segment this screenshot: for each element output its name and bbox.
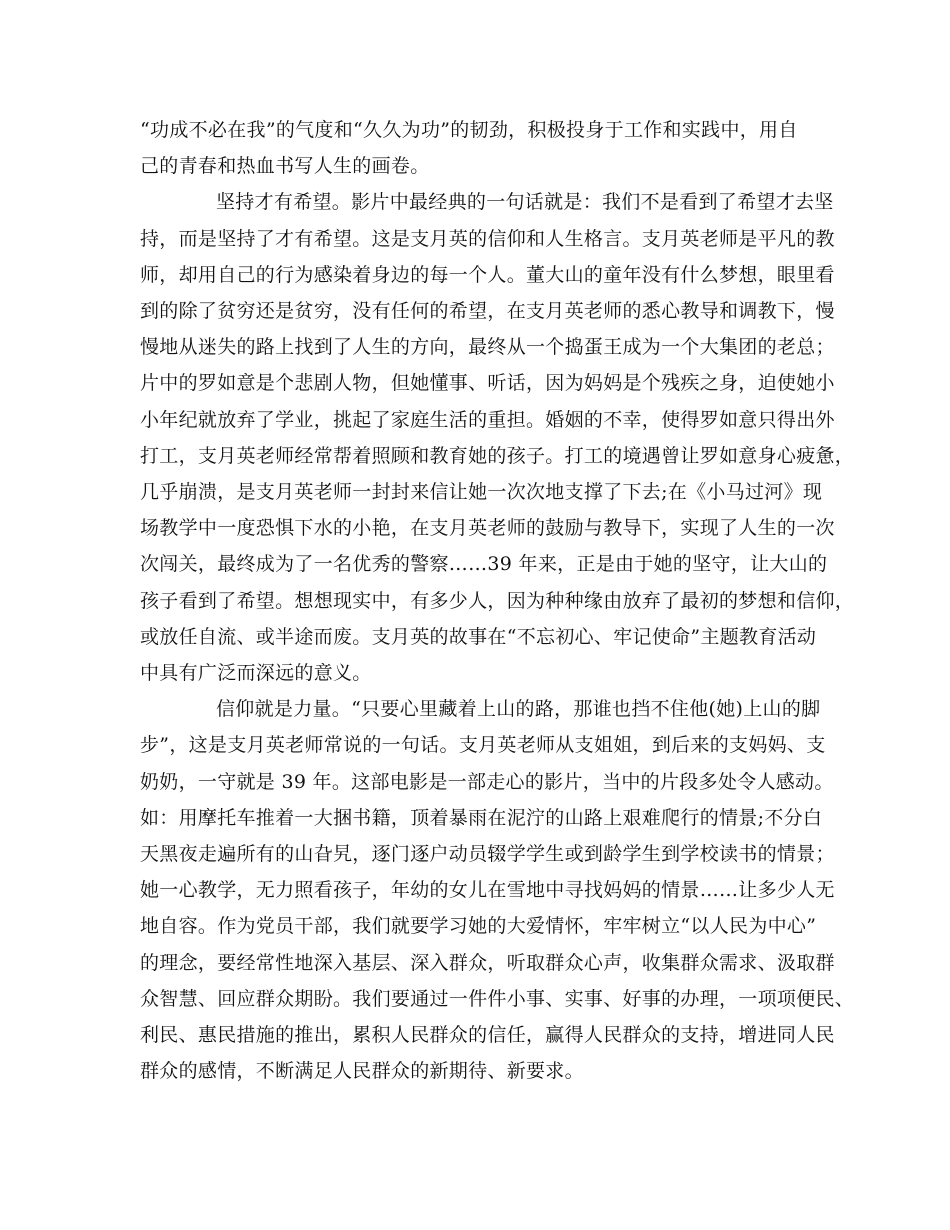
text-line: 天黑夜走遍所有的山旮旯，逐门逐户动员辍学学生或到龄学生到学校读书的情景； xyxy=(140,843,835,866)
text-line: 次闯关，最终成为了一名优秀的警察……39 年来，正是由于她的坚守，让大山的 xyxy=(140,553,828,576)
text-line: 慢地从迷失的路上找到了人生的方向，最终从一个捣蛋王成为一个大集团的老总； xyxy=(140,336,835,359)
text-line: 如：用摩托车推着一大捆书籍，顶着暴雨在泥泞的山路上艰难爬行的情景;不分白 xyxy=(140,806,823,829)
text-line: 坚持才有希望。影片中最经典的一句话就是：我们不是看到了希望才去坚 xyxy=(216,191,834,214)
text-line: 持，而是坚持了才有希望。这是支月英的信仰和人生格言。支月英老师是平凡的教 xyxy=(140,227,835,250)
text-line: 的理念，要经常性地深入基层、深入群众，听取群众心声，收集群众需求、汲取群 xyxy=(140,951,835,974)
text-line: 众智慧、回应群众期盼。我们要通过一件件小事、实事、好事的办理，一项项便民、 xyxy=(140,987,855,1010)
text-line: 己的青春和热血书写人生的画卷。 xyxy=(140,155,430,178)
text-line: 信仰就是力量。“只要心里藏着上山的路，那谁也挡不住他(她)上山的脚 xyxy=(216,698,821,721)
text-line: 奶奶，一守就是 39 年。这部电影是一部走心的影片，当中的片段多处令人感动。 xyxy=(140,770,834,793)
text-line: 场教学中一度恐惧下水的小艳，在支月英老师的鼓励与教导下，实现了人生的一次 xyxy=(140,517,835,540)
text-line: 片中的罗如意是个悲剧人物，但她懂事、听话，因为妈妈是个残疾之身，迫使她小 xyxy=(140,372,835,395)
text-line: 中具有广泛而深远的意义。 xyxy=(140,662,372,685)
text-line: 群众的感情，不断满足人民群众的新期待、新要求。 xyxy=(140,1060,584,1083)
text-line: 或放任自流、或半途而废。支月英的故事在“不忘初心、牢记使命”主题教育活动 xyxy=(140,625,817,648)
text-line: 到的除了贫穷还是贫穷，没有任何的希望，在支月英老师的悉心教导和调教下，慢 xyxy=(140,300,835,323)
paragraph-3 xyxy=(140,691,855,1089)
text-line: 她一心教学，无力照看孩子，年幼的女儿在雪地中寻找妈妈的情景……让多少人无 xyxy=(140,879,835,902)
text-line: 师，却用自己的行为感染着身边的每一个人。董大山的童年没有什么梦想，眼里看 xyxy=(140,263,835,286)
text-line: 步”，这是支月英老师常说的一句话。支月英老师从支姐姐，到后来的支妈妈、支 xyxy=(140,734,826,757)
text-line: 地自容。作为党员干部，我们就要学习她的大爱情怀，牢牢树立“以人民为中心” xyxy=(140,915,817,938)
paragraph-1 xyxy=(140,112,830,184)
text-line: “功成不必在我”的气度和“久久为功”的韧劲，积极投身于工作和实践中，用自 xyxy=(140,119,798,141)
text-line: 小年纪就放弃了学业，挑起了家庭生活的重担。婚姻的不幸，使得罗如意只得出外 xyxy=(140,408,835,431)
document-body xyxy=(140,112,855,1089)
text-line: 利民、惠民措施的推出，累积人民群众的信任，赢得人民群众的支持，增进同人民 xyxy=(140,1024,835,1047)
text-line: 几乎崩溃，是支月英老师一封封来信让她一次次地支撑了下去;在《小马过河》现 xyxy=(140,481,823,504)
text-line: 孩子看到了希望。想想现实中，有多少人，因为种种缘由放弃了最初的梦想和信仰， xyxy=(140,589,855,612)
paragraph-2 xyxy=(140,184,855,691)
text-line: 打工，支月英老师经常帮着照顾和教育她的孩子。打工的境遇曾让罗如意身心疲惫， xyxy=(140,444,855,467)
